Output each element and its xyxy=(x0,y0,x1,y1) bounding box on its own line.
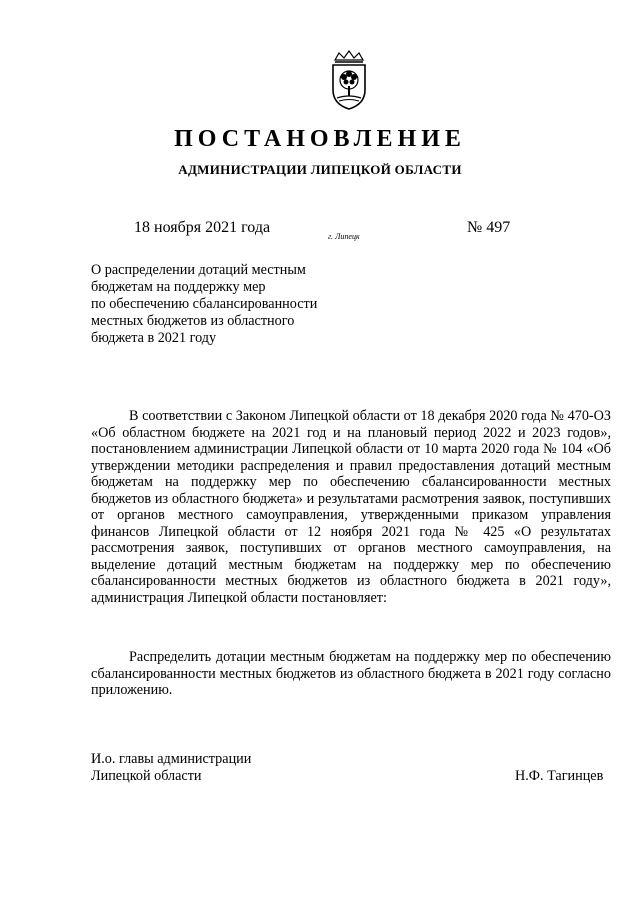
preamble-paragraph: В соответствии с Законом Липецкой области от 18 декабря 2020 года № 470-ОЗ «Об областном бюджете на 2021 год и на плановый период 2022 и 2023 годов», постановлением администрации Липецкой области от 10 марта 2020 года № 104 «Об утверждении методики распределения и правил предоставления дотаций местным бюджетам на поддержку мер по обеспечению сбалансированности местных бюджетов из областного бюджета» и результатами расмотрения заявок, поступивших от органов местного самоуправления, утвержденными приказом управления финансов Липецкой области от 12 ноября 2021 года № 425 «О результатах рассмотрения заявок, поступивших от органов местного самоуправления, на выделение дотаций местным бюджетам на поддержку мер по обеспечению сбалансированности местных бюджетов из областного бюджета в 2021 году», администрация Липецкой области постановляет: xyxy=(91,408,611,606)
issuing-authority: АДМИНИСТРАЦИИ ЛИПЕЦКОЙ ОБЛАСТИ xyxy=(178,162,462,177)
signatory-position xyxy=(91,751,251,785)
signatory-position-line: Липецкой области xyxy=(91,768,202,784)
coat-of-arms-icon xyxy=(325,50,373,112)
subject-line: по обеспечению сбалансированности xyxy=(91,296,318,312)
document-city: г. Липецк xyxy=(328,232,360,241)
subject-line: бюджета в 2021 году xyxy=(91,330,217,346)
document-date: 18 ноября 2021 года xyxy=(134,219,271,236)
subject-line: местных бюджетов из областного xyxy=(91,313,295,329)
document-subject xyxy=(91,262,317,347)
document-number: № 497 xyxy=(467,219,511,236)
signatory-position-line: И.о. главы администрации xyxy=(91,751,252,767)
signatory-name: Н.Ф. Тагинцев xyxy=(515,768,604,784)
subject-line: бюджетам на поддержку мер xyxy=(91,279,266,295)
resolution-paragraph: Распределить дотации местным бюджетам на поддержку мер по обеспечению сбалансированности местных бюджетов из областного бюджета в 2021 году согласно приложению. xyxy=(91,649,611,698)
document-title: ПОСТАНОВЛЕНИЕ xyxy=(174,126,466,152)
subject-line: О распределении дотаций местным xyxy=(91,262,306,278)
